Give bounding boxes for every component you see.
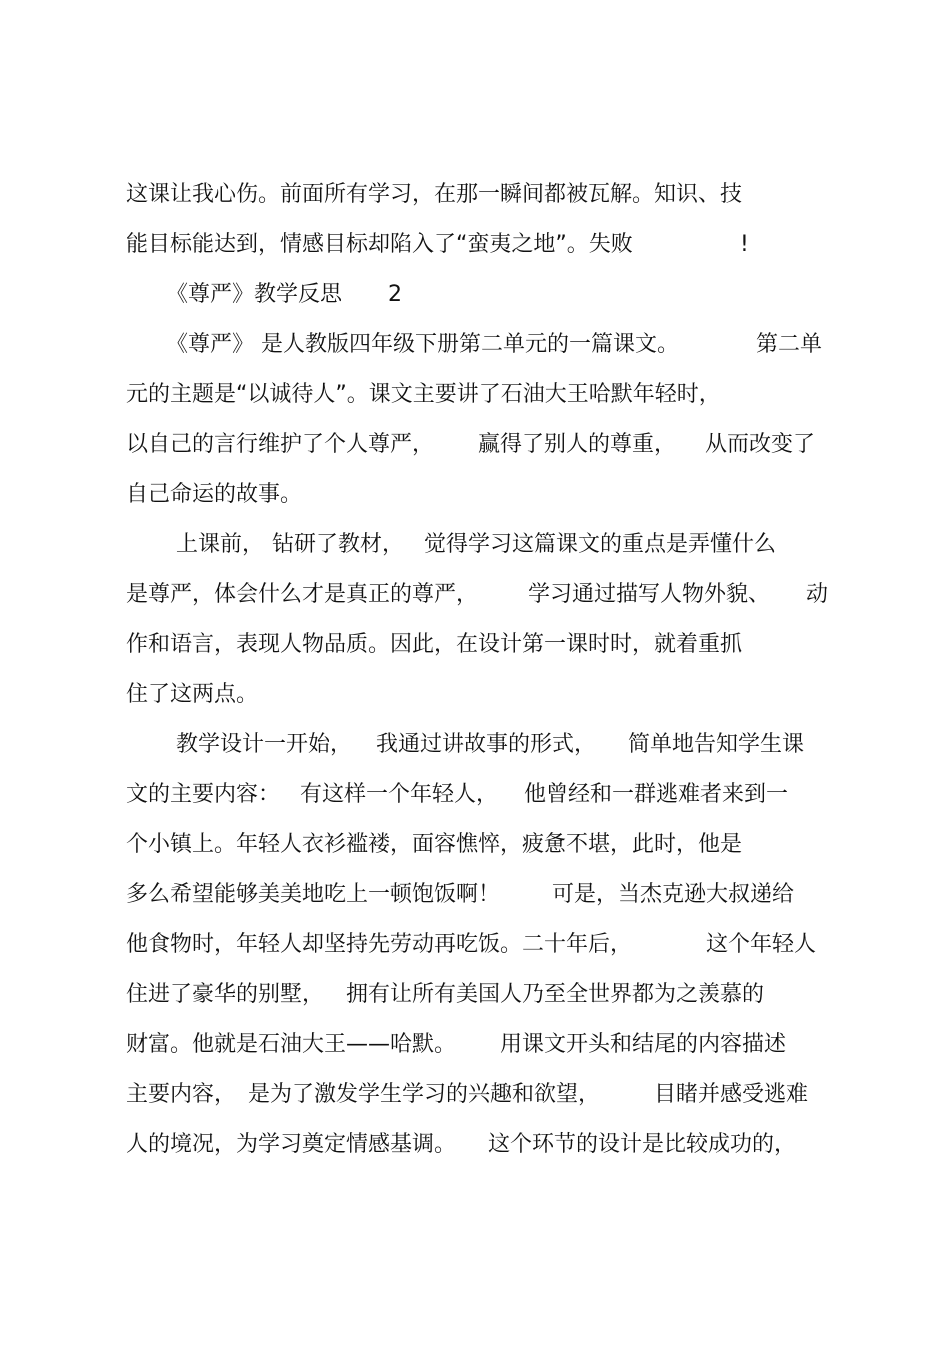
text-line bbox=[0, 630, 743, 660]
text-segment: 他曾经和一群逃难者来到一 bbox=[524, 782, 789, 807]
text-segment: 这个环节的设计是比较成功的， bbox=[488, 1132, 797, 1157]
text-line bbox=[0, 480, 303, 510]
section-heading bbox=[0, 280, 402, 310]
text-segment: 是尊严，体会什么才是真正的尊严， bbox=[126, 582, 479, 607]
text-line bbox=[0, 530, 777, 560]
text-segment: 从而改变了 bbox=[705, 432, 816, 457]
text-segment: 拥有让所有美国人乃至全世界都为之羡慕的 bbox=[346, 982, 765, 1007]
text-segment: 觉得学习这篇课文的重点是弄懂什么 bbox=[424, 532, 777, 557]
text-segment: 这个年轻人 bbox=[706, 932, 817, 957]
text-line bbox=[0, 1130, 797, 1160]
text-segment: 这课让我心伤。前面所有学习，在那一瞬间都被瓦解。知识、技 bbox=[126, 182, 743, 207]
text-segment: 财富。他就是石油大王——哈默。 bbox=[126, 1032, 457, 1057]
text-segment: 学习通过描写人物外貌、 bbox=[528, 582, 771, 607]
text-line bbox=[0, 880, 795, 910]
text-segment: 住了这两点。 bbox=[126, 682, 259, 707]
text-line bbox=[0, 1030, 787, 1060]
text-line bbox=[0, 830, 743, 860]
text-line bbox=[0, 380, 721, 410]
text-line bbox=[0, 780, 789, 810]
heading-number: 2 bbox=[388, 282, 402, 307]
heading-title: 《尊严》教学反思 bbox=[166, 282, 343, 307]
text-segment: 钻研了教材， bbox=[272, 532, 405, 557]
text-segment: 简单地告知学生课 bbox=[628, 732, 805, 757]
text-segment: 动 bbox=[806, 582, 829, 607]
text-segment: 上课前， bbox=[176, 532, 265, 557]
text-segment: 自己命运的故事。 bbox=[126, 482, 303, 507]
text-line bbox=[0, 680, 259, 710]
text-segment: 人的境况，为学习奠定情感基调。 bbox=[126, 1132, 457, 1157]
text-segment: 作和语言，表现人物品质。因此，在设计第一课时时，就着重抓 bbox=[126, 632, 743, 657]
text-segment: 我通过讲故事的形式， bbox=[376, 732, 597, 757]
text-segment: 有这样一个年轻人， bbox=[300, 782, 499, 807]
text-segment: 住进了豪华的别墅， bbox=[126, 982, 325, 1007]
text-segment: 能目标能达到，情感目标却陷入了“蛮夷之地”。失败 bbox=[126, 232, 633, 257]
text-segment: 教学设计一开始， bbox=[176, 732, 353, 757]
text-line bbox=[0, 180, 743, 210]
text-segment: 多么希望能够美美地吃上一顿饱饭啊！ bbox=[126, 882, 501, 907]
text-line bbox=[0, 930, 817, 960]
text-segment: 文的主要内容： bbox=[126, 782, 281, 807]
text-segment: 第二单 bbox=[756, 332, 823, 357]
text-segment: 赢得了别人的尊重， bbox=[478, 432, 677, 457]
text-line bbox=[0, 580, 829, 610]
text-line bbox=[0, 980, 765, 1010]
text-segment: 以自己的言行维护了个人尊严， bbox=[126, 432, 435, 457]
text-segment: 目睹并感受逃难 bbox=[654, 1082, 809, 1107]
text-line bbox=[0, 230, 749, 260]
text-segment: 主要内容， bbox=[126, 1082, 237, 1107]
text-segment: ! bbox=[740, 232, 749, 257]
text-segment: 个小镇上。年轻人衣衫褴褛，面容憔悴，疲惫不堪，此时，他是 bbox=[126, 832, 743, 857]
text-line bbox=[0, 730, 805, 760]
text-segment: 元的主题是“以诚待人”。课文主要讲了石油大王哈默年轻时， bbox=[126, 382, 721, 407]
text-line bbox=[0, 1080, 809, 1110]
text-segment: 他食物时，年轻人却坚持先劳动再吃饭。二十年后， bbox=[126, 932, 633, 957]
text-segment: 可是，当杰克逊大叔递给 bbox=[552, 882, 795, 907]
text-line bbox=[0, 430, 816, 460]
text-line bbox=[0, 330, 823, 360]
text-segment: 用课文开头和结尾的内容描述 bbox=[500, 1032, 787, 1057]
text-segment: 是为了激发学生学习的兴趣和欲望， bbox=[248, 1082, 601, 1107]
text-segment: 《尊严》 是人教版四年级下册第二单元的一篇课文。 bbox=[166, 332, 679, 357]
